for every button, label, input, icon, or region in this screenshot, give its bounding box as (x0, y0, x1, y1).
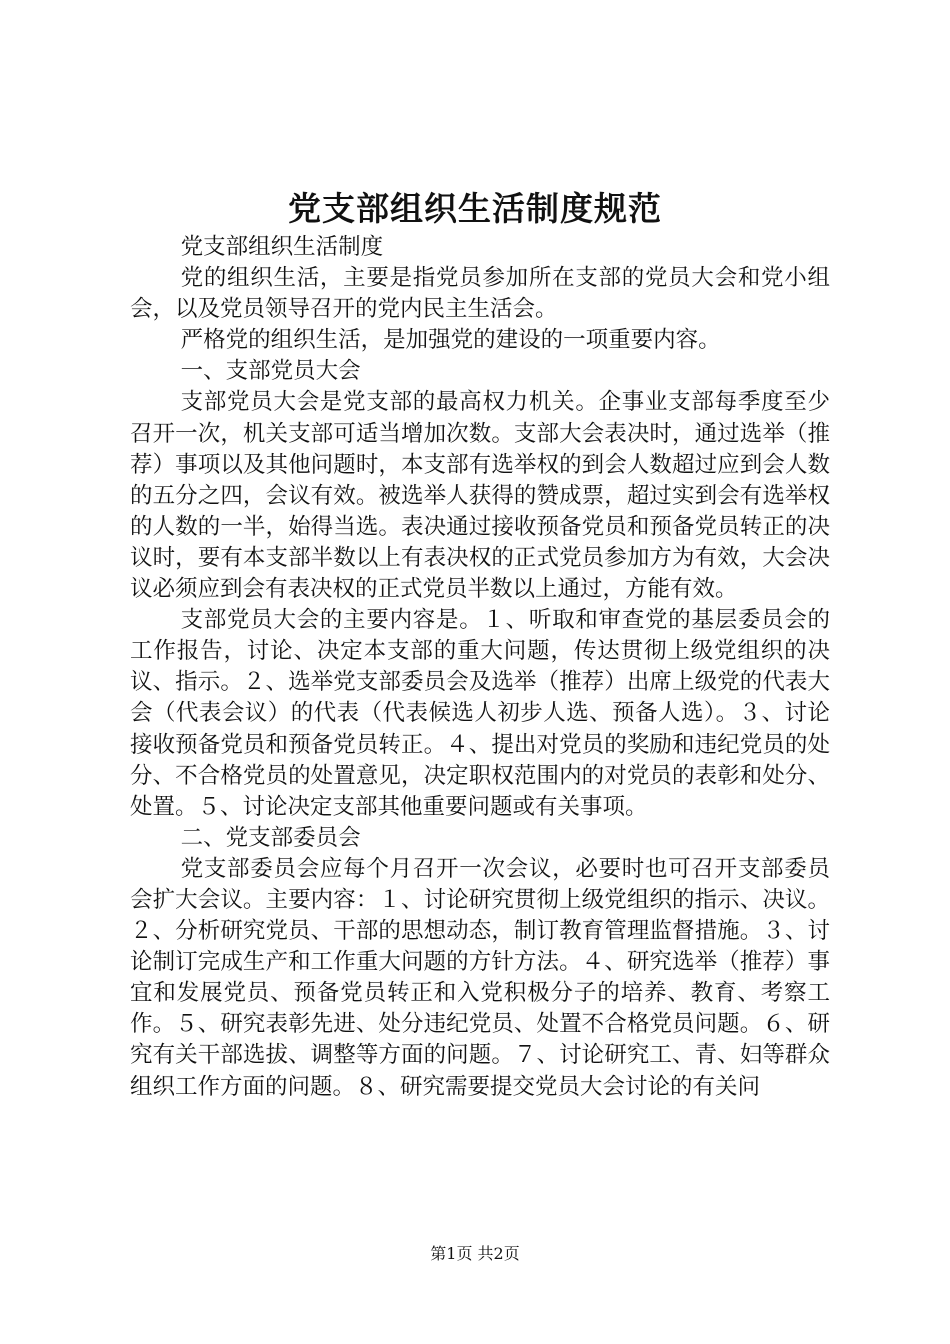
section-heading-branch-committee: 二、党支部委员会 (180, 824, 361, 851)
paragraph-subtitle: 党支部组织生活制度 (180, 234, 384, 260)
section-heading-party-member-meeting: 一、支部党员大会 (180, 358, 361, 385)
paragraph-importance: 严格党的组织生活，是加强党的建设的一项重要内容。 (180, 327, 721, 354)
document-body (130, 232, 830, 1103)
paragraph-definition: 党的组织生活，主要是指党员参加所在支部的党员大会和党小组会，以及党员领导召开的党内民主生活会。 (130, 265, 830, 323)
page-footer: 第1页 共2页 (430, 1244, 520, 1263)
document-title: 党支部组织生活制度规范 (288, 189, 662, 228)
paragraph-meeting-content: 支部党员大会的主要内容是。１、听取和审查党的基层委员会的工作报告，讨论、决定本支部的重大问题，传达贯彻上级党组织的决议、指示。２、选举党支部委员会及选举（推荐）出席上级党的代表大会（代表会议）的代表（代表候选人初步人选、预备人选）。３、讨论接收预备党员和预备党员转正。４、提出对党员的奖励和违纪党员的处分、不合格党员的处置意见，决定职权范围内的对党员的表彰和处分、处置。５、讨论决定支部其他重要问题或有关事项。 (130, 607, 830, 820)
paragraph-committee-content: 党支部委员会应每个月召开一次会议，必要时也可召开支部委员会扩大会议。主要内容：１、讨论研究贯彻上级党组织的指示、决议。２、分析研究党员、干部的思想动态，制订教育管理监督措施。３、讨论制订完成生产和工作重大问题的方针方法。４、研究选举（推荐）事宜和发展党员、预备党员转正和入党积极分子的培养、教育、考察工作。５、研究表彰先进、处分违纪党员、处置不合格党员问题。６、研究有关干部选拔、调整等方面的问题。７、讨论研究工、青、妇等群众组织工作方面的问题。８、研究需要提交党员大会讨论的有关问 (130, 855, 830, 1100)
paragraph-meeting-rules: 支部党员大会是党支部的最高权力机关。企事业支部每季度至少召开一次，机关支部可适当增加次数。支部大会表决时，通过选举（推荐）事项以及其他问题时，本支部有选举权的到会人数超过应到会人数的五分之四，会议有效。被选举人获得的赞成票，超过实到会有选举权的人数的一半，始得当选。表决通过接收预备党员和预备党员转正的决议时，要有本支部半数以上有表决权的正式党员参加方为有效，大会决议必须应到会有表决权的正式党员半数以上通过，方能有效。 (130, 389, 830, 603)
